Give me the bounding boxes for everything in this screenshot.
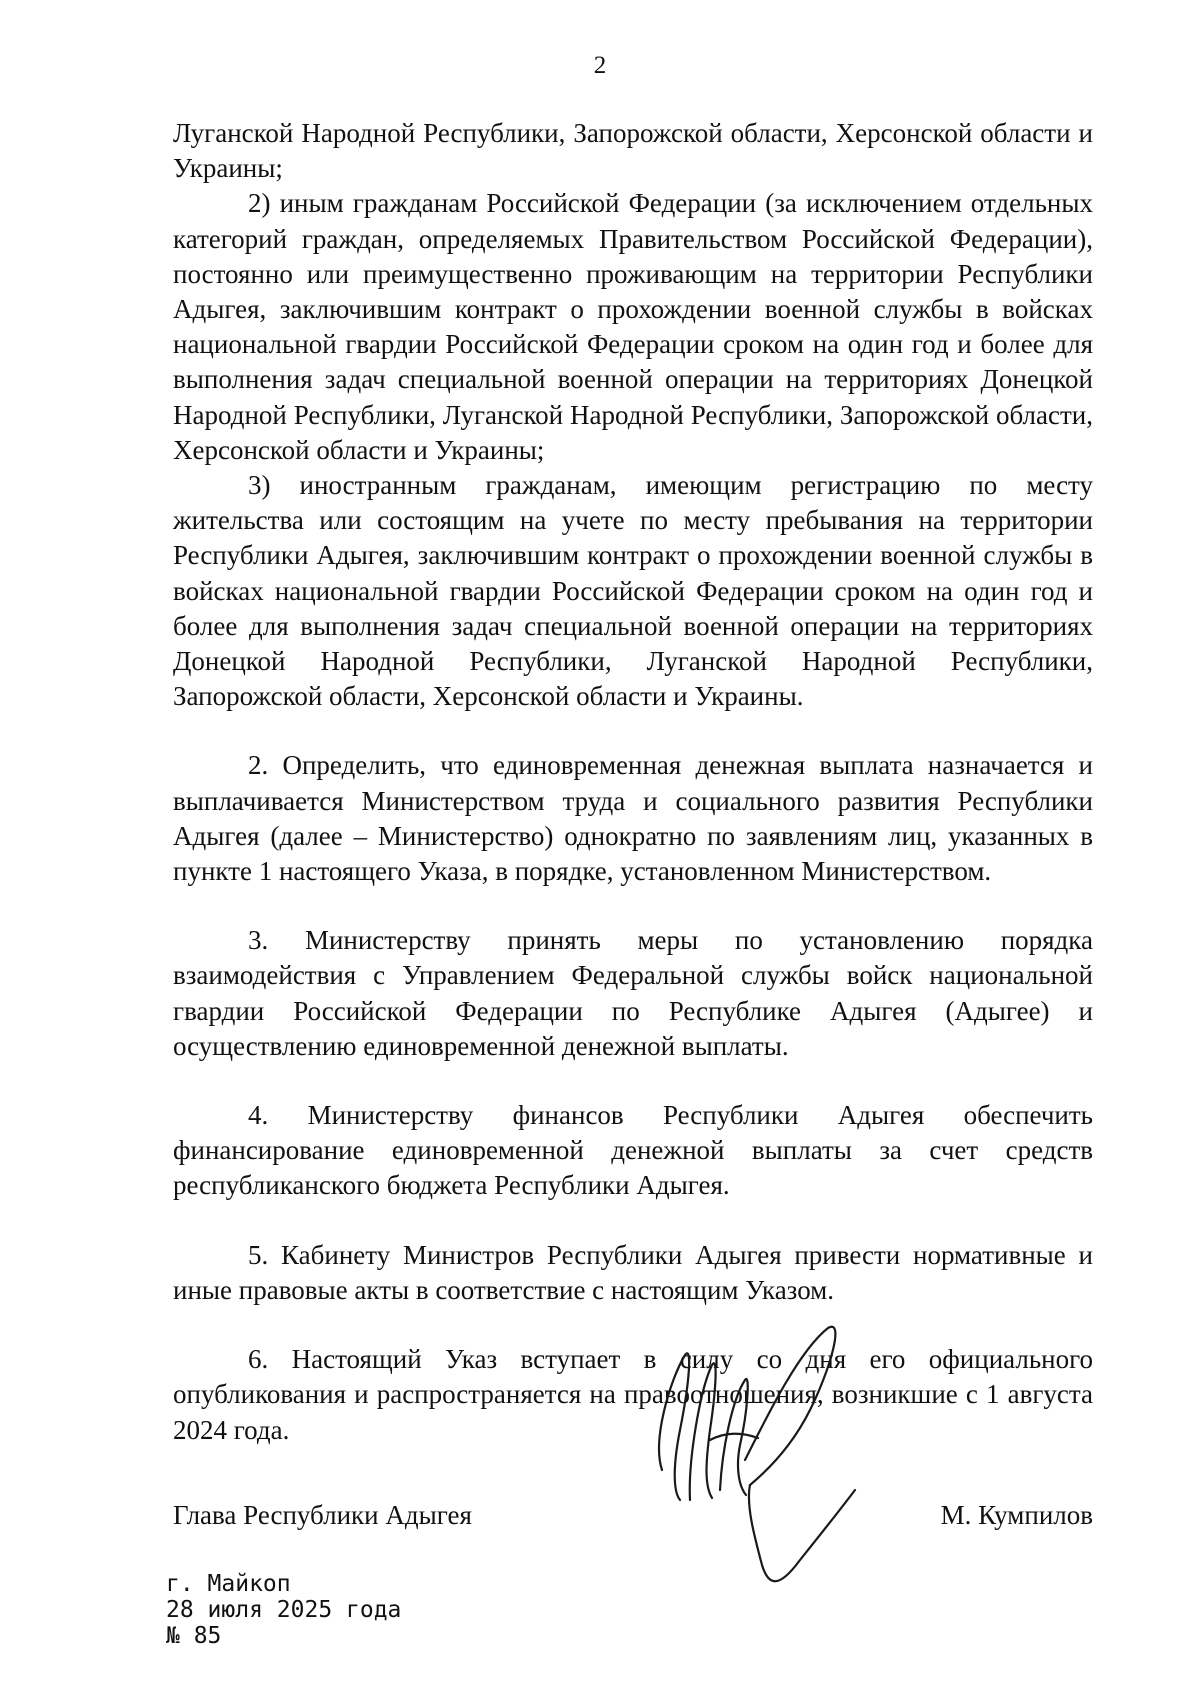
paragraph-item-2: 2) иным гражданам Российской Федерации (за исключением отдельных категорий граждан, определяемых Правительством Российской Федерации), постоянно или преимущественно проживающим на территории Республики Адыгея, заключившим контракт о прохождении военной службы в войсках национальной гвардии Российской Федерации сроком на один год и более для выполнения задач специальной военной операции на территориях Донецкой Народной Республики, Луганской Народной Республики, Запорожской области, Херсонской области и Украины; <box>173 188 1093 465</box>
place: г. Майкоп <box>166 1571 291 1597</box>
signatory-position: Глава Республики Адыгея <box>173 1500 472 1530</box>
paragraph-item-3: 3) иностранным гражданам, имеющим регистрацию по месту жительства или состоящим на учете по месту пребывания на территории Республики Адыгея, заключившим контракт о прохождении военной службы в войсках национальной гвардии Российской Федерации сроком на один год и более для выполнения задач специальной военной операции на территориях Донецкой Народной Республики, Луганской Народной Республики, Запорожской области, Херсонской области и Украины. <box>173 470 1093 712</box>
decree-number: № 85 <box>166 1623 222 1649</box>
decree-body <box>173 116 1093 1448</box>
paragraph-clause-2: 2. Определить, что единовременная денежная выплата назначается и выплачивается Министерством труда и социального развития Республики Адыгея (далее – Министерство) однократно по заявлениям лиц, указанных в пункте 1 настоящего Указа, в порядке, установленном Министерством. <box>173 750 1093 887</box>
paragraph-clause-3: 3. Министерству принять меры по установлению порядка взаимодействия с Управлением Федеральной службы войск национальной гвардии Российской Федерации по Республике Адыгея (Адыгее) и осуществлению единовременной денежной выплаты. <box>173 925 1093 1061</box>
decree-requisites <box>166 1571 401 1649</box>
date: 28 июля 2025 года <box>166 1597 402 1623</box>
page-number: 2 <box>593 52 607 79</box>
handwritten-signature <box>650 1320 880 1600</box>
paragraph-clause-6: 6. Настоящий Указ вступает в силу со дня его официального опубликования и распространяется на правоотношения, возникшие с 1 августа 2024 года. <box>173 1344 1093 1445</box>
signatory-name: М. Кумпилов <box>940 1500 1093 1530</box>
paragraph-continuation: Луганской Народной Республики, Запорожской области, Херсонской области и Украины; <box>173 118 1093 184</box>
paragraph-clause-4: 4. Министерству финансов Республики Адыгея обеспечить финансирование единовременной денежной выплаты за счет средств республиканского бюджета Республики Адыгея. <box>173 1100 1093 1201</box>
paragraph-clause-5: 5. Кабинету Министров Республики Адыгея привести нормативные и иные правовые акты в соответствие с настоящим Указом. <box>173 1239 1093 1305</box>
